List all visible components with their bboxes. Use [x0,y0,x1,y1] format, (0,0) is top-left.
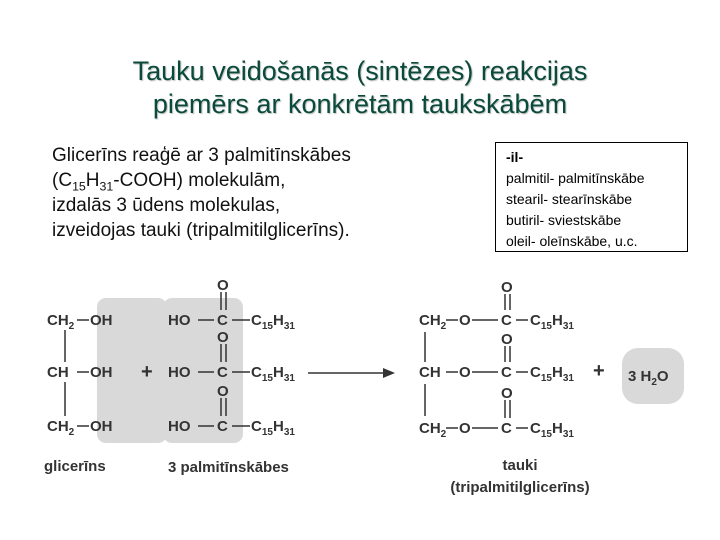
atom-ch: CH [419,364,441,381]
atom-c15h31: $C_{15}H_{31}$ [530,364,574,384]
atom-o: O [459,364,471,381]
il-box-line: butiril- sviestskābe [506,212,622,228]
title-line-1: Tauku veidošanās (sintēzes) reakcijas [132,56,588,86]
atom-c15h31: $C_{15}H_{31}$ [251,312,295,332]
atom-o: O [217,329,229,346]
atom-c15h31: $C_{15}H_{31}$ [530,420,574,440]
atom-o: O [217,383,229,400]
intro-rest: -COOH) molekulām, [113,170,286,191]
atom-ho: HO [168,364,191,381]
atom-c: C [217,312,228,329]
title-line-2: piemērs ar konkrētām taukskābēm [152,89,568,119]
atom-ch2: $CH_2$ [47,312,75,332]
plus-sign: + [141,361,153,383]
product-sublabel: (tripalmitilglicerīns) [450,479,590,496]
water-formula: 3 $H_2O$ [628,368,669,388]
atom-c15h31: $C_{15}H_{31}$ [251,418,295,438]
atom-o: O [459,420,471,437]
atom-c: C [217,418,228,435]
atom-oh: OH [90,418,113,435]
il-box-line: palmitil- palmitīnskābe [506,170,645,186]
glycerol-label: glicerīns [44,458,106,475]
atom-c: C [217,364,228,381]
atom-ch2: $CH_2$ [47,418,75,438]
atom-oh: OH [90,312,113,329]
intro-sub-31: 31 [99,179,114,194]
atom-o: O [459,312,471,329]
intro-line-4: izveidojas tauki (tripalmitilglicerīns). [52,220,350,241]
il-box-line: oleil- oleīnskābe, u.c. [506,233,638,249]
intro-sub-15: 15 [72,179,86,194]
plus-sign: + [593,360,605,382]
intro-line-1: Glicerīns reaģē ar 3 palmitīnskābes [52,145,351,166]
il-box-header: -il- [506,149,524,165]
atom-oh: OH [90,364,113,381]
atom-o: O [501,331,513,348]
atom-c15h31: $C_{15}H_{31}$ [251,364,295,384]
atom-c: C [501,364,512,381]
atom-o: O [501,385,513,402]
product-label: tauki [502,457,538,474]
atom-c15h31: $C_{15}H_{31}$ [530,312,574,332]
atom-c: C [501,312,512,329]
atom-o: O [501,279,513,296]
atom-ch: CH [47,364,69,381]
atom-c: C [501,420,512,437]
atom-ho: HO [168,312,191,329]
acids-label: 3 palmitīnskābes [168,459,289,476]
atom-ch2: $CH_2$ [419,420,447,440]
il-box-line: stearil- stearīnskābe [506,191,633,207]
intro-h: H [85,170,100,191]
intro-line-3: izdalās 3 ūdens molekulas, [52,195,281,216]
intro-c: (C [52,170,73,191]
atom-ho: HO [168,418,191,435]
atom-ch2: $CH_2$ [419,312,447,332]
reaction-arrow-head [383,368,395,378]
atom-o: O [217,277,229,294]
